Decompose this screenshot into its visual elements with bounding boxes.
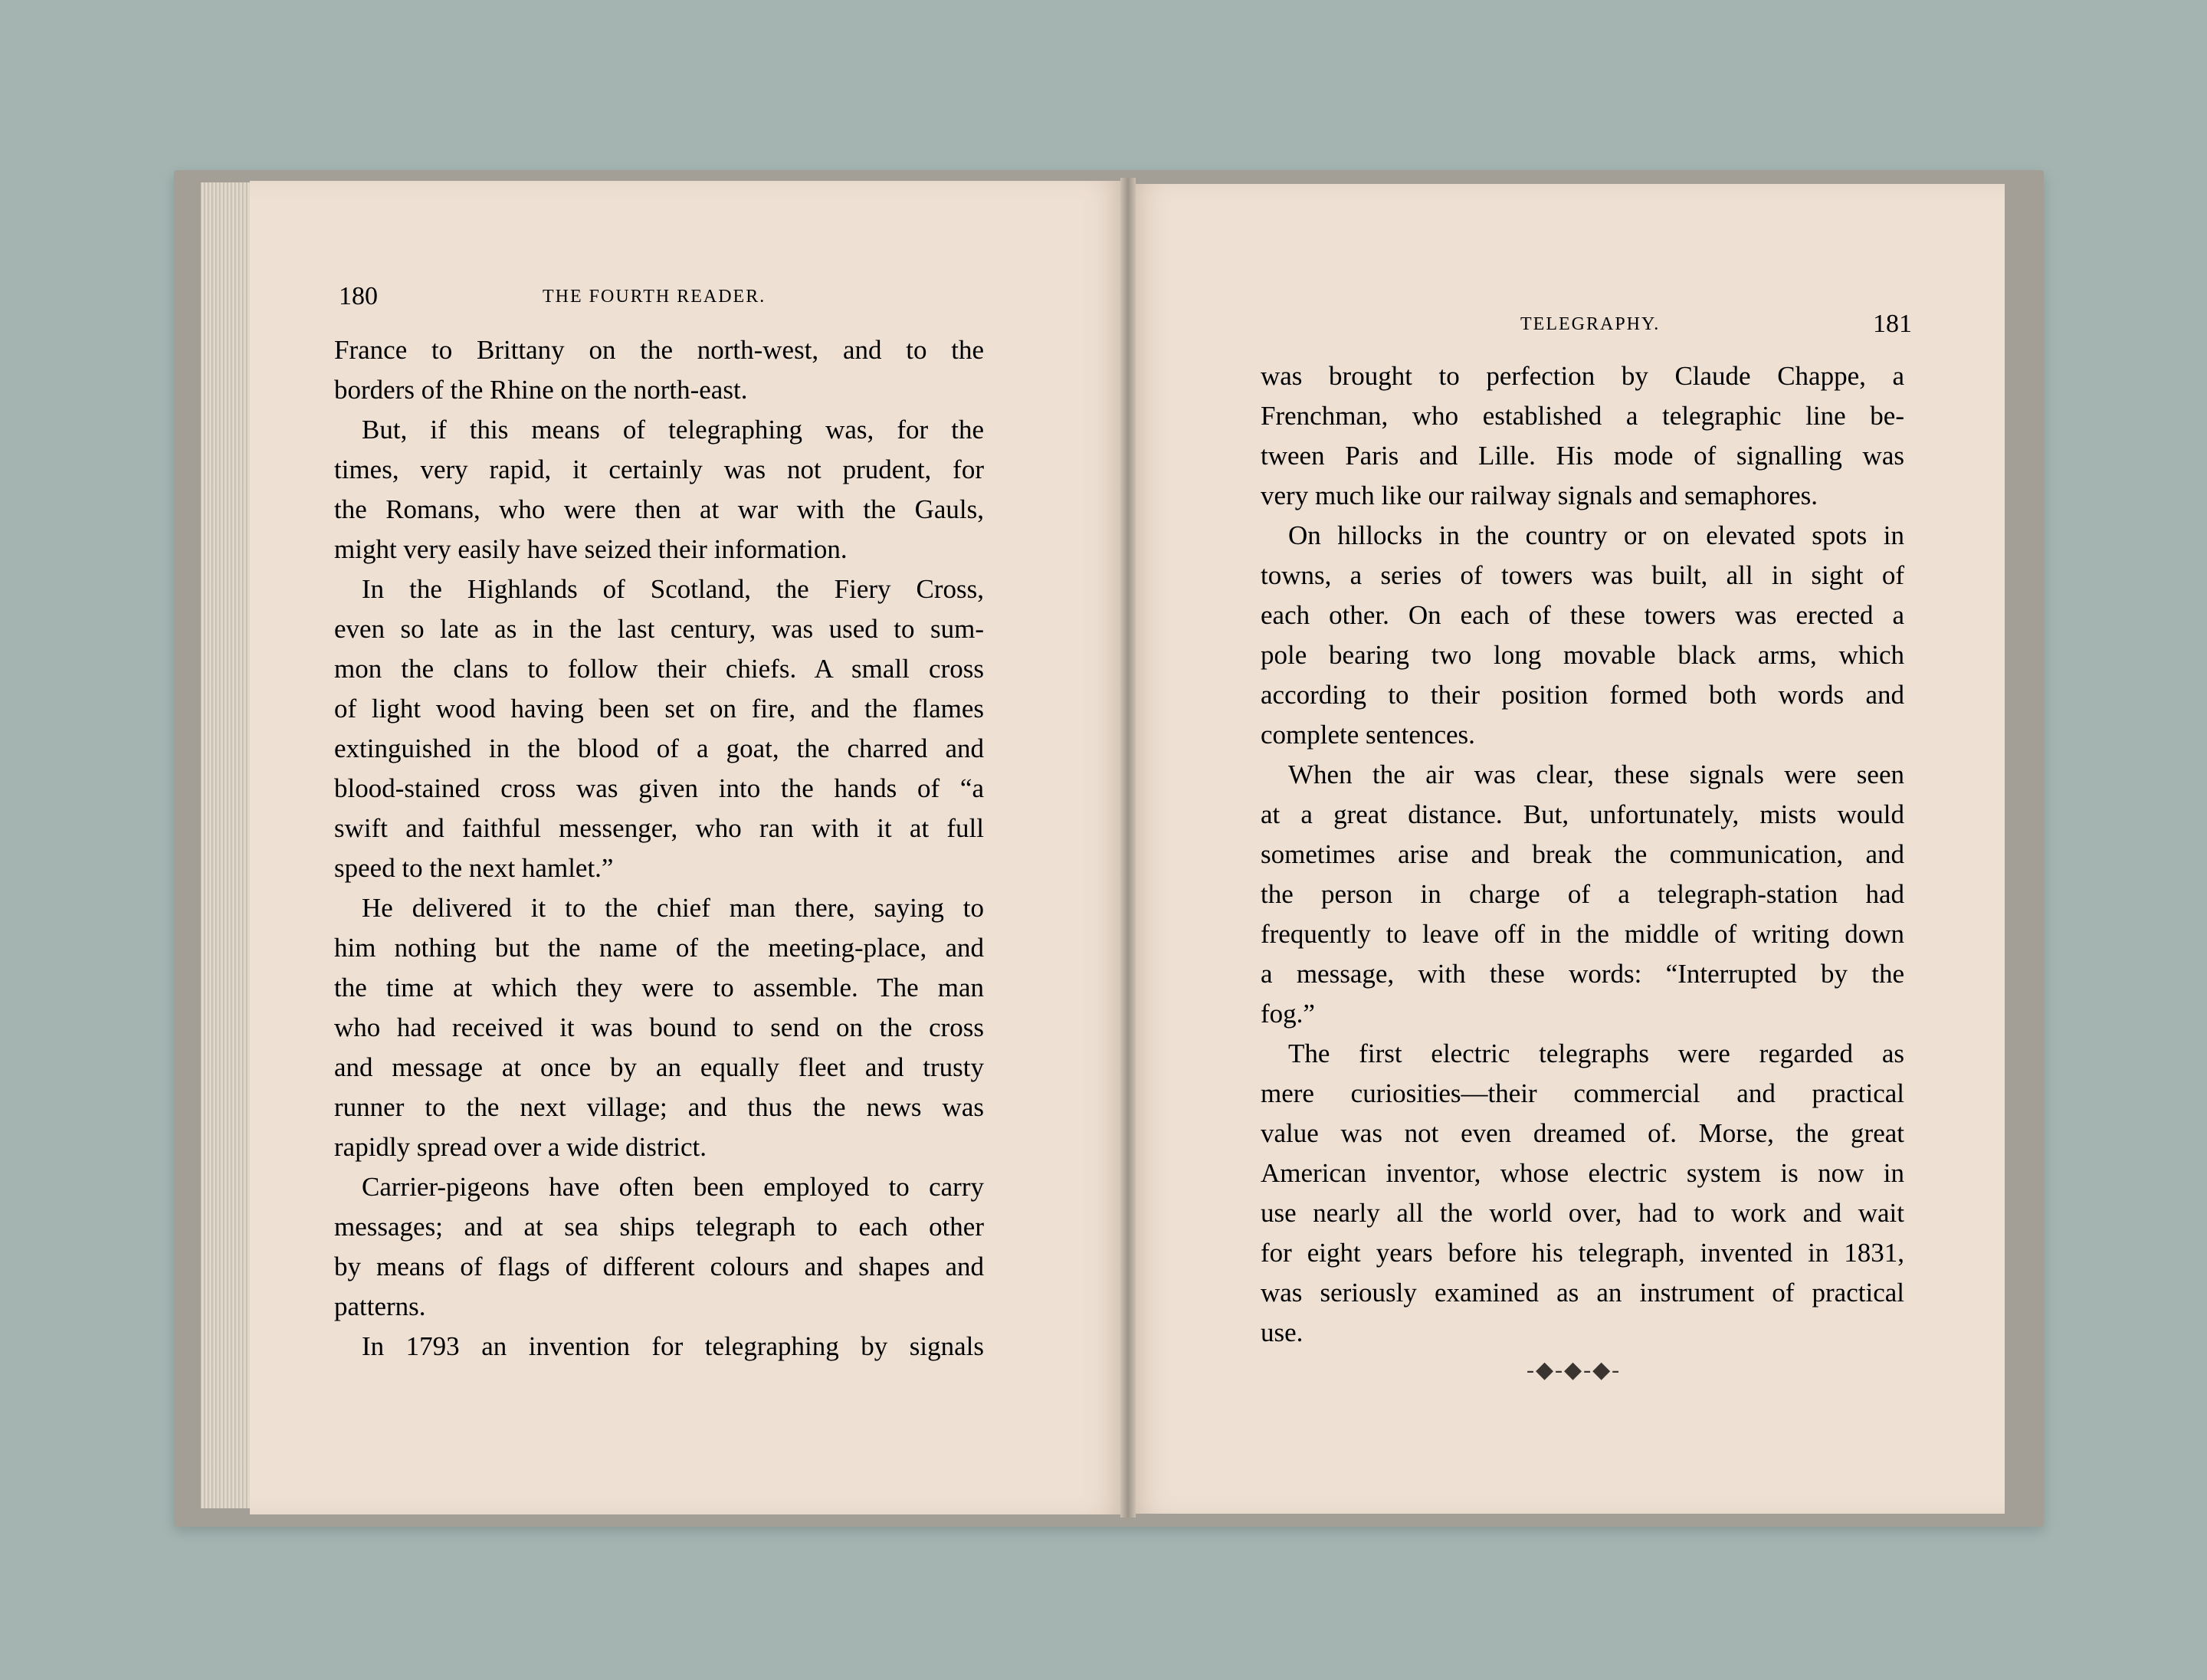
text-line: rapidly spread over a wide district.	[334, 1132, 707, 1162]
text-line: use nearly all the world over, had to work and wait	[1261, 1198, 1904, 1228]
text-line: use.	[1261, 1317, 1304, 1347]
text-line: the time at which they were to assemble. The man	[334, 973, 984, 1002]
text-line: borders of the Rhine on the north-east.	[334, 375, 748, 405]
text-line: speed to the next hamlet.”	[334, 853, 614, 883]
book-gutter	[1120, 178, 1136, 1518]
text-line: swift and faithful messenger, who ran with it at full	[334, 813, 984, 843]
text-line: Carrier-pigeons have often been employed to carry	[362, 1172, 984, 1202]
end-ornament: -◆-◆-◆-	[1527, 1357, 1622, 1383]
text-line: of light wood having been set on fire, and the flames	[334, 694, 984, 724]
text-line: the Romans, who were then at war with the Gauls,	[334, 494, 984, 524]
text-line: Frenchman, who established a telegraphic line be-	[1261, 401, 1904, 431]
text-line: When the air was clear, these signals were seen	[1288, 760, 1904, 789]
text-line: mere curiosities—their commercial and practical	[1261, 1078, 1904, 1108]
text-line: the person in charge of a telegraph-station had	[1261, 879, 1904, 909]
text-line: On hillocks in the country or on elevated spots in	[1288, 520, 1904, 550]
text-line: In 1793 an invention for telegraphing by signals	[362, 1331, 984, 1361]
text-line: In the Highlands of Scotland, the Fiery Cross,	[362, 574, 984, 604]
text-line: tween Paris and Lille. His mode of signalling was	[1261, 441, 1904, 471]
text-line: patterns.	[334, 1291, 426, 1321]
text-line: mon the clans to follow their chiefs. A small cross	[334, 654, 984, 684]
text-line: by means of flags of different colours and shapes and	[334, 1252, 984, 1281]
left-running-head: THE FOURTH READER.	[543, 287, 766, 307]
text-line: value was not even dreamed of. Morse, the great	[1261, 1118, 1904, 1148]
right-page-text	[1261, 356, 1904, 1353]
text-line: complete sentences.	[1261, 720, 1475, 750]
text-line: frequently to leave off in the middle of writing down	[1261, 919, 1904, 949]
page-edges	[201, 182, 251, 1508]
text-line: extinguished in the blood of a goat, the charred and	[334, 733, 984, 763]
right-running-head: TELEGRAPHY.	[1520, 314, 1661, 334]
text-line: a message, with these words: “Interrupted by the	[1261, 959, 1904, 989]
text-line: American inventor, whose electric system is now in	[1261, 1158, 1904, 1188]
text-line: The first electric telegraphs were regarded as	[1288, 1039, 1904, 1068]
text-line: was brought to perfection by Claude Chappe, a	[1261, 361, 1904, 391]
text-line: at a great distance. But, unfortunately, mists would	[1261, 799, 1904, 829]
text-line: runner to the next village; and thus the news was	[334, 1092, 984, 1122]
text-line: fog.”	[1261, 999, 1315, 1029]
text-line: messages; and at sea ships telegraph to each other	[334, 1212, 984, 1242]
text-line: blood-stained cross was given into the hands of “a	[334, 773, 984, 803]
text-line: him nothing but the name of the meeting-place, and	[334, 933, 984, 963]
text-line: towns, a series of towers was built, all in sight of	[1261, 560, 1904, 590]
text-line: and message at once by an equally fleet and trusty	[334, 1052, 984, 1082]
text-line: even so late as in the last century, was used to sum-	[334, 614, 984, 644]
text-line: pole bearing two long movable black arms, which	[1261, 640, 1904, 670]
text-line: was seriously examined as an instrument of practical	[1261, 1278, 1904, 1308]
text-line: France to Brittany on the north-west, and to the	[334, 335, 984, 365]
text-line: He delivered it to the chief man there, saying to	[362, 893, 984, 923]
right-page-number: 181	[1873, 310, 1912, 338]
text-line: very much like our railway signals and semaphores.	[1261, 481, 1818, 510]
text-line: sometimes arise and break the communication, and	[1261, 839, 1904, 869]
text-line: according to their position formed both words and	[1261, 680, 1904, 710]
text-line: But, if this means of telegraphing was, for the	[362, 415, 984, 445]
text-line: might very easily have seized their information.	[334, 534, 848, 564]
text-line: who had received it was bound to send on the cross	[334, 1012, 984, 1042]
text-line: times, very rapid, it certainly was not prudent, for	[334, 454, 984, 484]
text-line: each other. On each of these towers was erected a	[1261, 600, 1904, 630]
left-page-text	[334, 330, 984, 1367]
left-page-number: 180	[339, 282, 378, 310]
text-line: for eight years before his telegraph, invented in 1831,	[1261, 1238, 1904, 1268]
